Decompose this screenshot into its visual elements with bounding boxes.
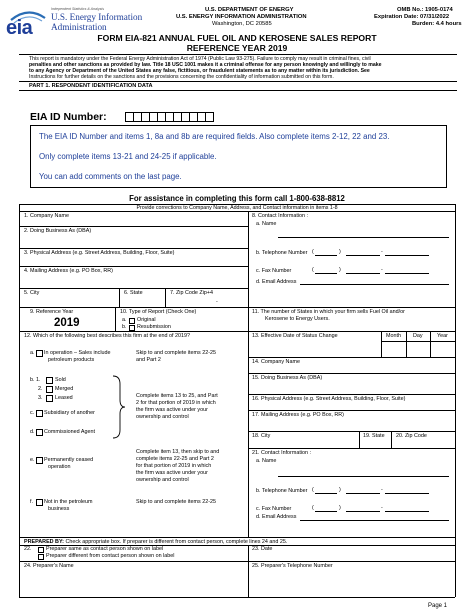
field-label: 16. Physical Address (e.g. Street Address, Building, Floor, Suite): [252, 396, 406, 402]
prepared-by-label: PREPARED BY:: [24, 539, 64, 545]
q12-b-letter: b. 1.: [30, 377, 41, 383]
in-operation-label-1: In operation – Sales include: [44, 350, 111, 356]
status-date-year: Year: [437, 333, 448, 339]
divider: [19, 81, 457, 82]
q12-a-letter: a.: [30, 350, 35, 356]
contact-email-input[interactable]: [300, 284, 449, 285]
zip-dash: -: [216, 299, 218, 305]
state-label: 6. State: [124, 290, 143, 296]
note-line: the firm was active under your: [136, 407, 208, 413]
in-operation-checkbox[interactable]: [36, 350, 43, 357]
note-line: ownership and control: [136, 477, 189, 483]
report-type-label: 10. Type of Report (Check One): [120, 309, 197, 315]
q12-b3-num: 3.: [38, 395, 43, 401]
new-contact-email-input[interactable]: [300, 520, 449, 521]
commissioned-agent-checkbox[interactable]: [36, 429, 43, 436]
subsidiary-checkbox[interactable]: [36, 410, 43, 417]
q12-e-letter: e.: [30, 457, 35, 463]
city-label: 5. City: [24, 290, 40, 296]
eia-id-label: EIA ID Number:: [30, 111, 107, 123]
original-checkbox[interactable]: [129, 318, 135, 324]
brace-icon: [110, 374, 126, 440]
not-in-business-checkbox[interactable]: [36, 499, 43, 506]
reference-year-value: 2019: [54, 317, 80, 329]
ceased-operation-label-1: Permanently ceased: [44, 457, 94, 463]
new-contact-name-input[interactable]: [278, 476, 449, 477]
new-state-label: 19. State: [363, 433, 385, 439]
resubmission-label: Resubmission: [137, 324, 171, 330]
new-contact-email-label: d. Email Address: [256, 514, 297, 520]
in-operation-label-2: petroleum products: [48, 357, 95, 363]
legal-line: Instructions for further details on the sanctions and the provisions concerning the confidentiality of information submitted on this form.: [29, 74, 334, 80]
note-line: Complete items 13 to 25, and Part: [136, 393, 218, 399]
new-city-label: 18. City: [252, 433, 271, 439]
field-label: 3. Physical Address (e.g. Street Address, Building, Floor, Suite): [24, 250, 175, 256]
prepared-by-instructions: Check appropriate box. If preparer is different from contact person, complete lines 24 and 25.: [65, 539, 288, 545]
omb-number: OMB No.: 1905-0174: [397, 7, 453, 13]
report-type-b-letter: b.: [122, 324, 127, 330]
new-contact-info-label: 21. Contact Information :: [252, 450, 312, 456]
q12-d-letter: d.: [30, 429, 35, 435]
field-label: 25. Preparer's Telephone Number: [252, 563, 333, 569]
part1-heading: PART 1. RESPONDENT IDENTIFICATION DATA: [29, 83, 153, 89]
new-contact-name-label: a. Name: [256, 458, 277, 464]
status-date-day: Day: [413, 333, 423, 339]
contact-info-label: 8. Contact Information :: [252, 213, 309, 219]
header-admin: U.S. ENERGY INFORMATION ADMINISTRATION: [176, 14, 307, 20]
q12-c-letter: c.: [30, 410, 35, 416]
zip-label: 7. Zip Code Zip+4: [170, 290, 213, 296]
field-label: 17. Mailing Address (e.g. PO Box, RR): [252, 412, 344, 418]
instructions-box: [30, 125, 447, 188]
field-label: 14. Company Name: [252, 359, 300, 365]
field-label: 4. Mailing Address (e.g. PO Box, RR): [24, 268, 113, 274]
preparer-different-label: Preparer different from contact person shown on label: [46, 553, 175, 559]
header-city: Washington, DC 20585: [212, 21, 272, 27]
not-in-business-label-1: Not in the petroleum: [44, 499, 93, 505]
contact-fax-label: c. Fax Number: [256, 268, 292, 274]
header-dept: U.S. DEPARTMENT OF ENERGY: [205, 7, 294, 13]
note-line: for that portion of 2019 in which: [136, 463, 212, 469]
sold-label: Sold: [55, 377, 66, 383]
eia-logo-tagline: Independent Statistics & Analysis: [51, 7, 105, 11]
instruction-line: Only complete items 13-21 and 24-25 if applicable.: [39, 152, 217, 161]
commissioned-agent-label: Commissioned Agent: [44, 429, 95, 435]
legal-line: to any Agency or Department of the United States any false, fictitious, or fraudulent statements as to any matter within its jurisdiction. See: [29, 68, 370, 74]
expiration-date: Expiration Date: 07/31/2022: [374, 14, 450, 20]
divider: [19, 90, 457, 91]
merged-checkbox[interactable]: [46, 386, 53, 393]
contact-name-input[interactable]: [278, 237, 449, 238]
field-label: 23. Date: [252, 546, 273, 552]
q12-f-letter: f.: [30, 499, 33, 505]
divider: [19, 54, 457, 55]
note-line: 2 for that portion of 2019 in which: [136, 400, 216, 406]
field-label: 1. Company Name: [24, 213, 69, 219]
new-contact-phone-label: b. Telephone Number: [256, 488, 308, 494]
firm-status-label: 12. Which of the following best describes this firm at the end of 2019?: [24, 333, 191, 339]
preparer-different-checkbox[interactable]: [38, 554, 44, 560]
in-operation-note-2: and Part 2: [136, 357, 161, 363]
status-date-label: 13. Effective Date of Status Change: [252, 333, 338, 339]
new-contact-fax-label: c. Fax Number: [256, 506, 292, 512]
subsidiary-label: Subsidiary of another: [44, 410, 95, 416]
burden-hours: Burden: 4.4 hours: [412, 21, 462, 27]
note-line: Complete item 13, then skip to and: [136, 449, 220, 455]
merged-label: Merged: [55, 386, 74, 392]
sold-checkbox[interactable]: [46, 377, 53, 384]
states-count-label-2: Kerosene to Energy Users.: [265, 316, 330, 322]
legal-line: This report is mandatory under the Federal Energy Administration Act of 1974 (Public Law 93-275). Failure to comply may result in criminal fines, civil: [29, 56, 371, 62]
in-operation-note-1: Skip to and complete items 22-25: [136, 350, 217, 356]
preparer-same-checkbox[interactable]: [38, 547, 44, 553]
preparer-num: 22.: [24, 546, 32, 552]
assistance-line: For assistance in completing this form call 1-800-638-8812: [129, 194, 345, 203]
page-number: Page 1: [428, 603, 448, 609]
field-label: 2. Doing Business As (DBA): [24, 228, 92, 234]
note-line: the firm was active under your: [136, 470, 208, 476]
leased-checkbox[interactable]: [46, 395, 53, 402]
instruction-line: You can add comments on the last page.: [39, 172, 182, 181]
states-count-label-1: 11. The number of States in which your firm sells Fuel Oil and/or: [252, 309, 405, 315]
eia-logo-agency-1: U.S. Energy Information: [51, 12, 143, 22]
status-date-month: Month: [386, 333, 401, 339]
contact-phone-label: b. Telephone Number: [256, 250, 308, 256]
report-type-a-letter: a.: [122, 317, 127, 323]
original-label: Original: [137, 317, 156, 323]
note-line: ownership and control: [136, 414, 189, 420]
ceased-operation-label-2: operation: [48, 464, 71, 470]
not-in-business-label-2: business: [48, 506, 70, 512]
note-line: complete items 22-25 and Part 2: [136, 456, 214, 462]
new-zip-label: 20. Zip Code: [396, 433, 427, 439]
ceased-operation-checkbox[interactable]: [36, 457, 43, 464]
eia-logo-mark: eia: [6, 17, 33, 39]
instruction-line: The EIA ID Number and items 1, 8a and 8b are required fields. Also complete items 2-12, 22 and 23.: [39, 132, 390, 141]
eia-logo-agency-2: Administration: [51, 22, 107, 32]
contact-email-label: d. Email Address: [256, 279, 297, 285]
leased-label: Leased: [55, 395, 73, 401]
not-in-business-note: Skip to and complete items 22-25: [136, 499, 217, 505]
field-label: 24. Preparer's Name: [24, 563, 74, 569]
contact-name-label: a. Name: [256, 221, 277, 227]
field-label: 15. Doing Business As (DBA): [252, 375, 323, 381]
legal-line: penalties and other sanctions as provided by law. Title 18 USC 1001 makes it a criminal offense for any person knowingly and willingly to make: [29, 62, 382, 68]
reference-year-label: 9. Reference Year: [30, 309, 74, 315]
corrections-note: Provide corrections to Company Name, Address, and Contact information in items 1-8: [136, 205, 338, 211]
q12-b2-num: 2.: [38, 386, 43, 392]
preparer-same-label: Preparer same as contact person shown on label: [46, 546, 164, 552]
form-title: FORM EIA-821 ANNUAL FUEL OIL AND KEROSENE SALES REPORT: [97, 33, 377, 43]
form-subtitle: REFERENCE YEAR 2019: [186, 43, 288, 53]
